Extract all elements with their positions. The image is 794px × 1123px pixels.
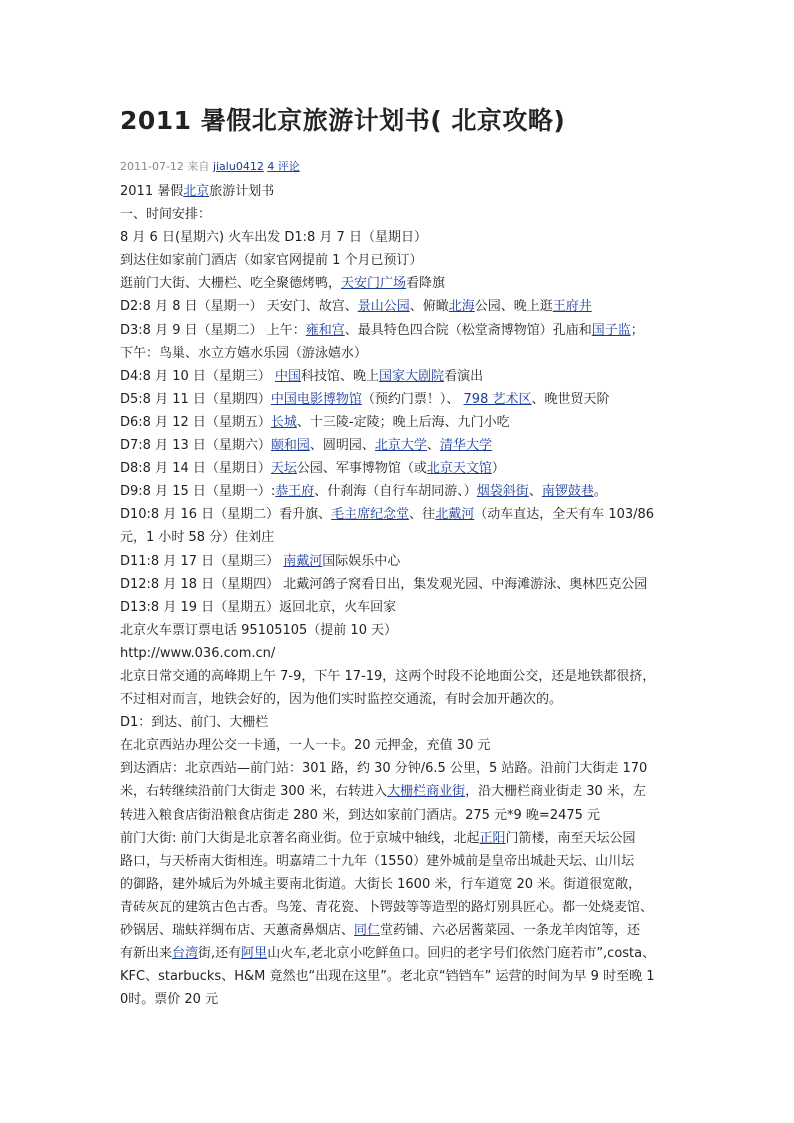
keyword-link[interactable]: 天坛 — [270, 461, 297, 477]
line-text: 8 月 6 日(星期六) 火车出发 D1:8 月 7 日（星期日） — [120, 230, 427, 246]
line-text: ； — [630, 322, 644, 338]
keyword-link[interactable]: 中国 — [275, 368, 302, 384]
body-line — [120, 711, 680, 734]
line-text: 青砖灰瓦的建筑古色古香。鸟笼、青花瓷、卜锷鼓等等造型的路灯别具匠心。都一处烧麦馆、 — [120, 899, 654, 915]
keyword-link[interactable]: 南锣鼓巷 — [541, 484, 594, 500]
keyword-link[interactable]: 北京 — [183, 184, 210, 199]
body-line — [120, 896, 680, 919]
keyword-link[interactable]: 毛主席纪念堂 — [331, 507, 410, 523]
line-text: http://www.036.com.cn/ — [120, 645, 276, 661]
keyword-link[interactable]: 王府井 — [552, 299, 592, 315]
line-text: 、晚世贸天阶 — [531, 391, 610, 407]
post-meta — [120, 158, 300, 174]
line-text: D6:8 月 12 日（星期五） — [120, 414, 271, 430]
line-text: 。 — [593, 484, 607, 500]
keyword-link[interactable]: 国子监 — [591, 322, 631, 338]
keyword-link[interactable]: 恭王府 — [275, 484, 315, 500]
line-text: （动车直达，全天有车 103/86 — [474, 507, 655, 523]
article-body — [120, 180, 680, 1011]
line-text: 0时。票价 20 元 — [120, 992, 219, 1008]
body-line — [120, 203, 680, 226]
line-text: D2:8 月 8 日（星期一） 天安门、故宫、 — [120, 299, 358, 315]
line-text: D12:8 月 18 日（星期四） 北戴河鸽子窝看日出，集发观光园、中海滩游泳、奥林匹克公园 — [120, 576, 648, 592]
line-text: 、最具特色四合院（松堂斋博物馆）孔庙和 — [344, 322, 592, 338]
line-text: D13:8 月 19 日（星期五）返回北京，火车回家 — [120, 599, 397, 615]
page-title: 2011 暑假北京旅游计划书( 北京攻略) — [120, 106, 566, 135]
body-line — [120, 480, 680, 503]
keyword-link[interactable]: 台湾 — [172, 946, 199, 962]
body-line — [120, 180, 680, 203]
body-line — [120, 342, 680, 365]
line-text: 米，右转继续沿前门大街走 300 米，右转进入 — [120, 784, 388, 800]
line-text: 砂锅居、瑞蚨祥绸布店、天蕙斋鼻烟店、 — [120, 923, 355, 938]
body-line — [120, 873, 680, 896]
body-line — [120, 573, 680, 596]
keyword-link[interactable]: 雍和宫 — [305, 322, 345, 338]
keyword-link[interactable]: 北京大学 — [374, 438, 427, 454]
keyword-link[interactable]: 长城 — [270, 414, 297, 430]
line-text: 街,还有 — [198, 946, 242, 962]
line-text: 元，1 小时 58 分）住刘庄 — [120, 530, 275, 546]
keyword-link[interactable]: 国家大剧院 — [379, 368, 445, 384]
line-text: D7:8 月 13 日（星期六） — [120, 438, 271, 454]
line-text: ） — [491, 461, 505, 477]
line-text: 、俯瞰 — [409, 299, 449, 315]
line-text: D3:8 月 9 日（星期二） 上午： — [120, 322, 306, 338]
line-text: 路口，与天桥南大街相连。明嘉靖二十九年（1550）建外城前是皇帝出城赴天坛、山川坛 — [120, 853, 635, 869]
line-text: 科技馆、晚上 — [301, 368, 380, 384]
body-line — [120, 411, 680, 434]
line-text: 不过相对而言，地铁会好的，因为他们实时监控交通流，有时会加开趟次的。 — [120, 692, 563, 708]
body-line — [120, 757, 680, 780]
keyword-link[interactable]: 烟袋斜街 — [476, 484, 529, 500]
keyword-link[interactable]: 北海 — [448, 299, 475, 315]
body-line — [120, 457, 680, 480]
body-line — [120, 688, 680, 711]
body-line — [120, 850, 680, 873]
keyword-link[interactable]: 大栅栏商业街 — [387, 784, 466, 800]
keyword-link[interactable]: 颐和园 — [270, 438, 310, 454]
keyword-link[interactable]: 798 艺术区 — [463, 391, 532, 407]
post-date: 2011-07-12 — [120, 160, 184, 173]
body-line — [120, 226, 680, 249]
author-link[interactable]: jialu0412 — [212, 160, 264, 173]
keyword-link[interactable]: 阿里 — [241, 946, 268, 962]
line-text: 2011 暑假 — [120, 184, 184, 199]
line-text: 看演出 — [444, 368, 484, 384]
line-text: 山火车,老北京小吃鲜鱼口。回归的老字号们依然门庭若市”,costa、 — [267, 946, 656, 962]
body-line — [120, 365, 680, 388]
line-text: 、十三陵-定陵；晚上后海、九门小吃 — [296, 414, 510, 430]
line-text: 在北京西站办理公交一卡通，一人一卡。20 元押金，充值 30 元 — [120, 738, 491, 754]
line-text: 有新出来 — [120, 946, 173, 962]
line-text: 一、时间安排： — [120, 207, 212, 223]
body-line — [120, 596, 680, 619]
body-line — [120, 319, 680, 342]
keyword-link[interactable]: 北京天文馆 — [426, 461, 492, 477]
keyword-link[interactable]: 正阳 — [479, 830, 506, 846]
line-text: D5:8 月 11 日（星期四） — [120, 391, 271, 407]
line-text: 、往 — [409, 507, 436, 523]
line-text: 转进入粮食店街沿粮食店街走 280 米，到达如家前门酒店。275 元*9 晚=2475 元 — [120, 807, 601, 823]
line-text: 、 — [426, 438, 440, 454]
line-text: 到达酒店：北京西站—前门站：301 路，约 30 分钟/6.5 公里，5 站路。沿前门大街走 170 — [120, 761, 648, 777]
body-line — [120, 804, 680, 827]
line-text: 公园、晚上逛 — [474, 299, 553, 315]
body-line — [120, 942, 680, 965]
body-line — [120, 780, 680, 803]
body-line — [120, 295, 680, 318]
line-text: 下午：鸟巢、水立方嬉水乐园（游泳嬉水） — [120, 345, 368, 361]
line-text: D9:8 月 15 日（星期一）: — [120, 484, 276, 500]
body-line — [120, 734, 680, 757]
keyword-link[interactable]: 清华大学 — [439, 438, 492, 454]
keyword-link[interactable]: 北戴河 — [435, 507, 475, 523]
body-line — [120, 526, 680, 549]
body-line — [120, 665, 680, 688]
line-text: 北京日常交通的高峰期上午 7-9，下午 17-19，这两个时段不论地面公交，还是地铁都很挤， — [120, 668, 656, 684]
line-text: D8:8 月 14 日（星期日） — [120, 461, 271, 477]
line-text: 看降旗 — [406, 276, 446, 292]
line-text: 到达住如家前门酒店（如家官网提前 1 个月已预订） — [120, 253, 423, 269]
body-line — [120, 988, 680, 1011]
body-line — [120, 550, 680, 573]
line-text: 旅游计划书 — [209, 184, 275, 199]
body-line — [120, 642, 680, 665]
keyword-link[interactable]: 天安门广场 — [341, 276, 407, 292]
line-text: D4:8 月 10 日（星期三） — [120, 368, 276, 384]
body-line — [120, 272, 680, 295]
body-line — [120, 919, 680, 942]
line-text: KFC、starbucks、H&M 竟然也“出现在这里”。老北京“铛铛车” 运营的时间为早 9 时至晚 1 — [120, 969, 655, 985]
body-line — [120, 827, 680, 850]
from-label: 来自 — [187, 160, 210, 173]
line-text: 堂药铺、六必居酱菜园、一条龙羊肉馆等，还 — [380, 923, 641, 938]
keyword-link[interactable]: 中国电影博物馆 — [270, 391, 362, 407]
line-text: 、什刹海（自行车胡同游、） — [314, 484, 477, 500]
line-text: 逛前门大街、大栅栏、吃全聚德烤鸭， — [120, 276, 342, 292]
keyword-link[interactable]: 同仁 — [354, 923, 381, 938]
line-text: 、 — [528, 484, 542, 500]
comments-link[interactable]: 4 评论 — [267, 160, 300, 173]
line-text: ，沿大栅栏商业街走 30 米，左 — [465, 784, 646, 800]
line-text: 国际娱乐中心 — [322, 553, 401, 569]
line-text: 北京火车票订票电话 95105105（提前 10 天） — [120, 622, 398, 638]
body-line — [120, 965, 680, 988]
line-text: 公园、军事博物馆（或 — [296, 461, 427, 477]
line-text: 前门大街: 前门大街是北京著名商业街。位于京城中轴线，北起 — [120, 830, 480, 846]
body-line — [120, 249, 680, 272]
keyword-link[interactable]: 南戴河 — [283, 553, 323, 569]
line-text: D10:8 月 16 日（星期二）看升旗、 — [120, 507, 332, 523]
line-text: 的御路，建外城后为外城主要南北街道。大街长 1600 米，行车道宽 20 米。街道很宽敞， — [120, 876, 642, 892]
keyword-link[interactable]: 景山公园 — [357, 299, 410, 315]
body-line — [120, 503, 680, 526]
line-text: （预约门票！）、 — [361, 391, 464, 407]
line-text: 、圆明园、 — [309, 438, 375, 454]
body-line — [120, 434, 680, 457]
line-text: D1：到达、前门、大栅栏 — [120, 715, 269, 731]
line-text: 门箭楼，南至天坛公园 — [505, 830, 636, 846]
body-line — [120, 388, 680, 411]
body-line — [120, 619, 680, 642]
line-text: D11:8 月 17 日（星期三） — [120, 553, 284, 569]
